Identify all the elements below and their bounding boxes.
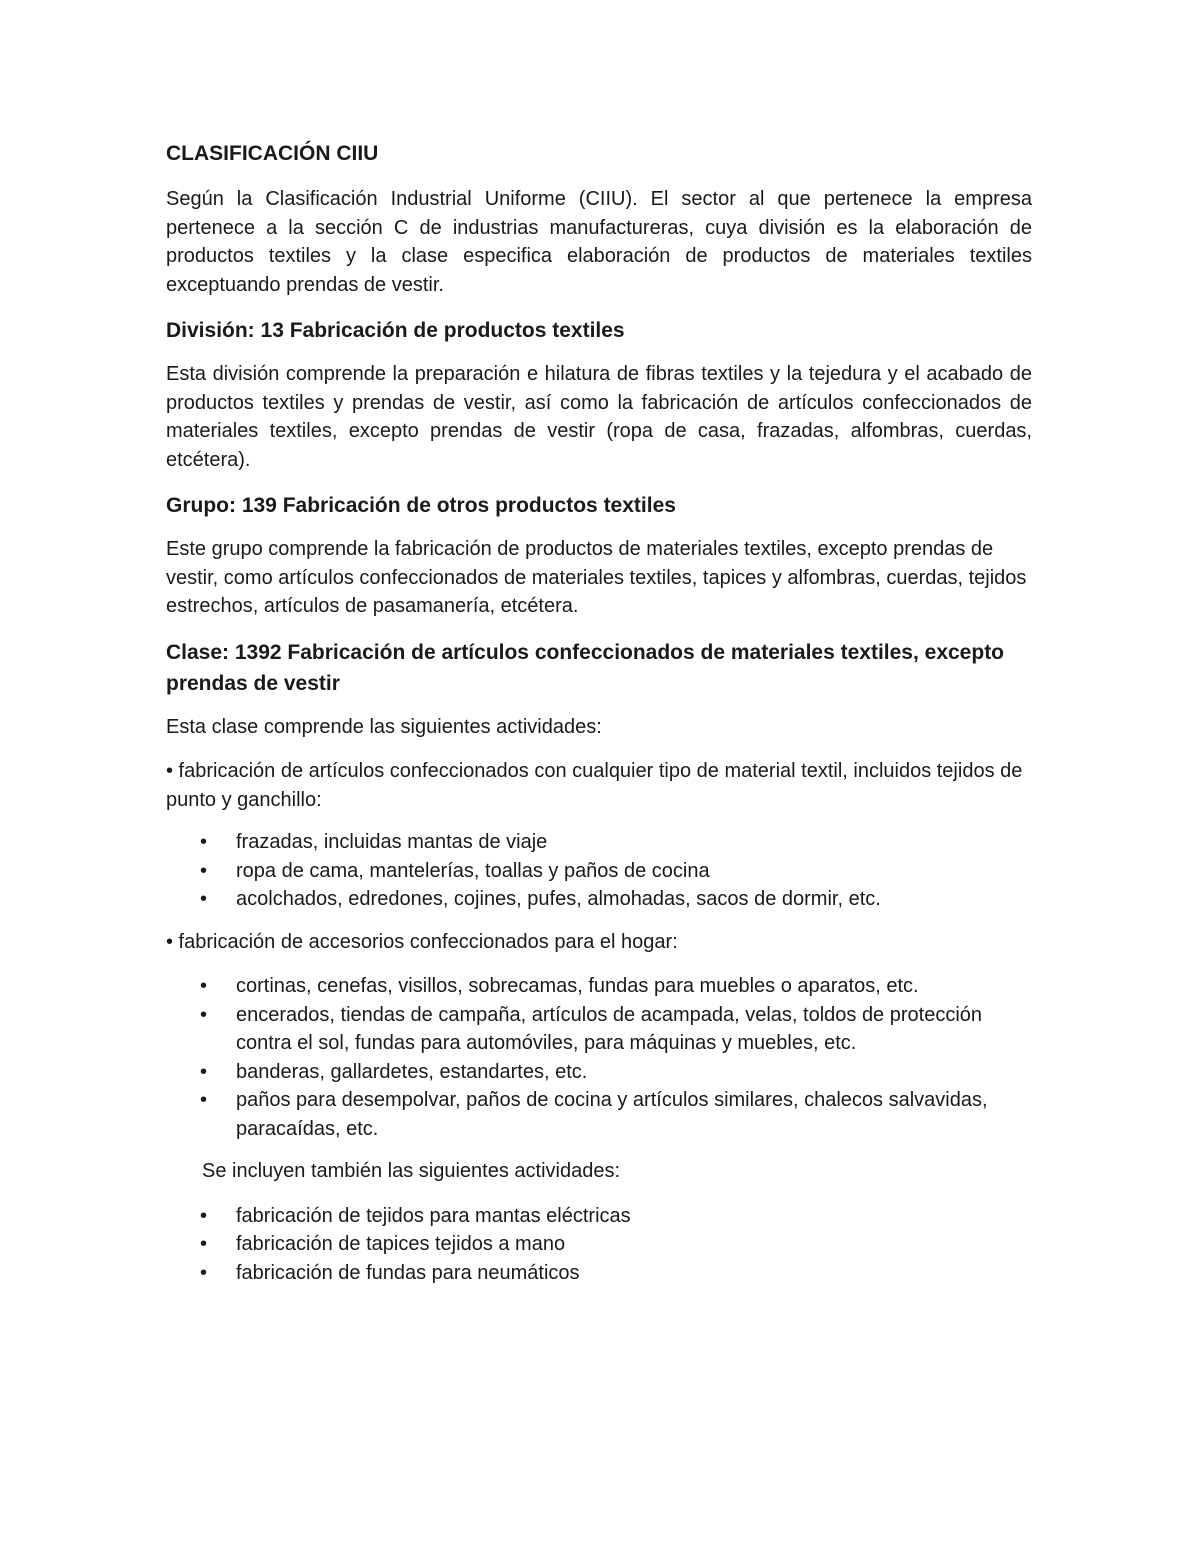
also-list: [166, 1202, 1032, 1288]
grupo-paragraph: Este grupo comprende la fabricación de productos de materiales textiles, excepto prendas de vestir, como artículos confeccionados de materiales textiles, tapices y alfombras, cuerdas, tejidos estrechos, artículos de pasamanería, etcétera.: [166, 538, 1027, 617]
list-item: • cortinas, cenefas, visillos, sobrecamas, fundas para muebles o aparatos, etc.: [236, 972, 1032, 1001]
division-paragraph: Esta división comprende la preparación e hilatura de fibras textiles y la tejedura y el acabado de productos textiles y prendas de vestir, así como la fabricación de artículos confeccionados de materiales textiles, excepto prendas de vestir (ropa de casa, frazadas, alfombras, cuerdas, etcétera).: [166, 363, 1032, 471]
bullet-icon: •: [200, 1089, 208, 1111]
grupo-heading: Grupo: 139 Fabricación de otros productos textiles: [166, 494, 676, 517]
section2-label: • fabricación de accesorios confeccionados para el hogar:: [166, 930, 678, 953]
list-item: • encerados, tiendas de campaña, artículos de acampada, velas, toldos de protección contra el sol, fundas para automóviles, para máquinas y muebles, etc.: [236, 1001, 1032, 1058]
list-item: • frazadas, incluidas mantas de viaje: [236, 828, 1032, 857]
list-item: • acolchados, edredones, cojines, pufes, almohadas, sacos de dormir, etc.: [236, 885, 1032, 914]
bullet-icon: •: [200, 1060, 208, 1083]
division-heading: División: 13 Fabricación de productos textiles: [166, 319, 625, 342]
bullet-icon: •: [200, 1204, 208, 1227]
bullet-icon: •: [200, 888, 208, 910]
list-item: • banderas, gallardetes, estandartes, etc.: [236, 1058, 1032, 1087]
intro-paragraph: Según la Clasificación Industrial Uniforme (CIIU). El sector al que pertenece la empresa pertenece a la sección C de industrias manufactureras, cuya división es la elaboración de productos textiles y la clase especifica elaboración de productos de materiales textiles exceptuando prendas de vestir.: [166, 188, 1032, 296]
bullet-icon: •: [200, 1261, 208, 1284]
section2-list: [166, 972, 1032, 1143]
list-item: • fabricación de tejidos para mantas eléctricas: [236, 1202, 1032, 1231]
section1-list: [166, 828, 1032, 914]
bullet-icon: •: [200, 1003, 208, 1026]
bullet-icon: •: [200, 831, 208, 853]
document-title: CLASIFICACIÓN CIIU: [166, 142, 379, 165]
document-page: [166, 140, 1032, 1301]
list-item: • ropa de cama, mantelerías, toallas y paños de cocina: [236, 857, 1032, 886]
section1-label: • fabricación de artículos confeccionados con cualquier tipo de material textil, incluidos tejidos de punto y ganchillo:: [166, 760, 1023, 811]
list-item: • paños para desempolvar, paños de cocina y artículos similares, chalecos salvavidas, paracaídas, etc.: [236, 1086, 1032, 1143]
list-item: • fabricación de tapices tejidos a mano: [236, 1230, 1032, 1259]
clase-heading: Clase: 1392 Fabricación de artículos confeccionados de materiales textiles, excepto prendas de vestir: [166, 640, 1005, 695]
bullet-icon: •: [200, 859, 208, 882]
also-label: Se incluyen también las siguientes actividades:: [202, 1160, 621, 1182]
list-item: • fabricación de fundas para neumáticos: [236, 1259, 1032, 1288]
bullet-icon: •: [200, 975, 208, 997]
bullet-icon: •: [200, 1233, 208, 1255]
clase-intro: Esta clase comprende las siguientes actividades:: [166, 715, 602, 738]
